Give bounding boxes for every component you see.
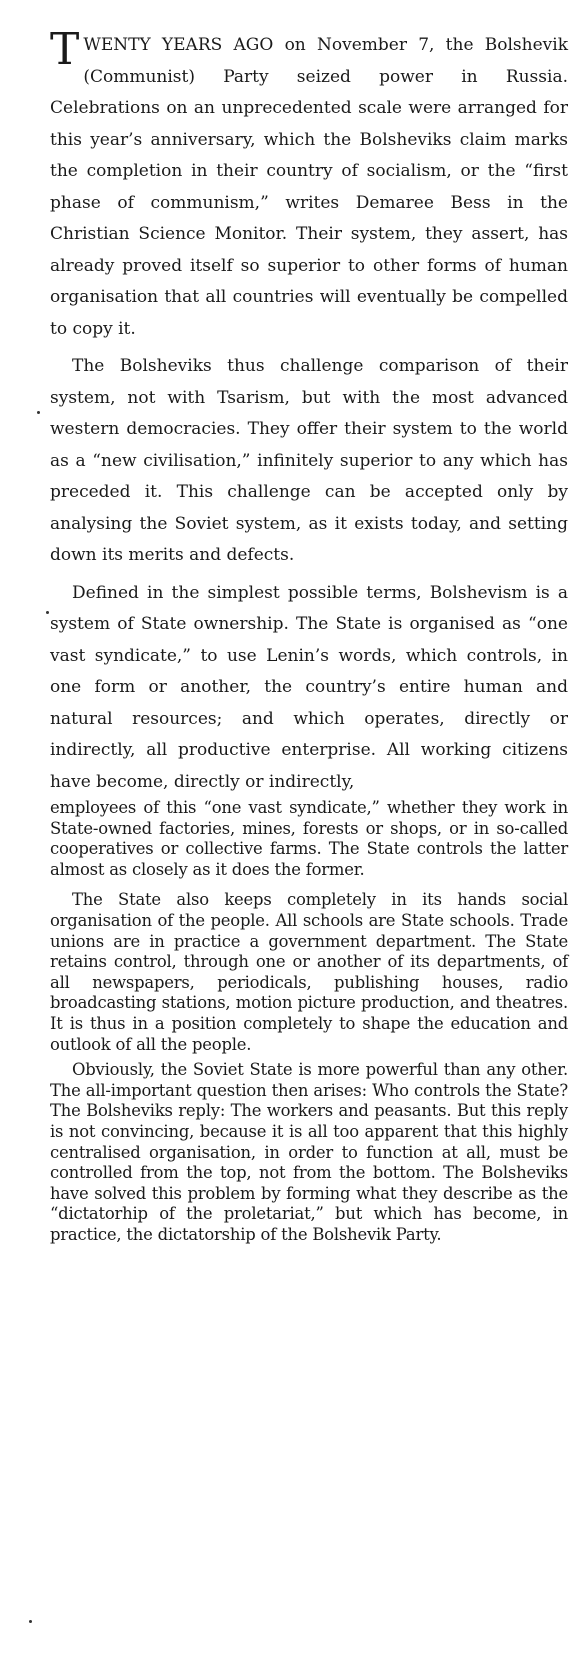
print-speck	[46, 611, 49, 614]
paragraph-1-text: WENTY YEARS AGO on November 7, the Bolshevik (Communist) Party seized power in Russia. Celebrations on an unprecedented scale were arranged for this year’s anniversary, which the Bolsheviks claim marks the completion in their country of socialism, or the “first phase of communism,” writes Demaree Bess in the Christian Science Monitor. Their system, they assert, has already proved itself so superior to other forms of human organisation that all countries will eventually be compelled to copy it.	[50, 35, 568, 339]
paragraph-3-part-2: employees of this “one vast syndicate,” whether they work in State-owned factories, mines, forests or shops, or in so-called cooperatives or collective farms. The State controls the latter almost as closely as it does the former.	[50, 798, 568, 879]
paragraph-5: Obviously, the Soviet State is more powerful than any other. The all-important question then arises: Who controls the State? The Bolsheviks reply: The workers and peasants. But this reply is not convincing, because it is all too apparent that this highly centralised organisation, in order to function at all, must be controlled from the top, not from the bottom. The Bolsheviks have solved this problem by forming what they describe as the “dictatorhip of the proletariat,” but which has become, in practice, the dictatorship of the Bolshevik Party.	[50, 1060, 568, 1244]
paragraph-2: The Bolsheviks thus challenge comparison of their system, not with Tsarism, but with the most advanced western democracies. They offer their system to the world as a “new civilisation,” infinitely superior to any which has preceded it. This challenge can be accepted only by analysing the Soviet system, as it exists today, and setting down its merits and defects.	[50, 356, 568, 565]
print-speck	[37, 411, 40, 414]
paragraph-3-part-1: Defined in the simplest possible terms, Bolshevism is a system of State ownership. The State is organised as “one vast syndicate,” to use Lenin’s words, which controls, in one form or another, the country’s entire human and natural resources; and which operates, directly or indirectly, all productive enterprise. All working citizens have become, directly or indirectly,	[50, 582, 568, 792]
paragraph-4: The State also keeps completely in its hands social organisation of the people. All schools are State schools. Trade unions are in practice a government department. The State retains control, through one or another of its departments, of all newspapers, periodicals, publishing houses, radio broadcasting stations, motion picture production, and theatres. It is thus in a position completely to shape the education and outlook of all the people.	[50, 890, 568, 1054]
print-speck	[29, 1620, 32, 1623]
article-column	[50, 24, 568, 1248]
drop-cap: T	[50, 24, 80, 75]
paragraph-1	[50, 24, 568, 345]
